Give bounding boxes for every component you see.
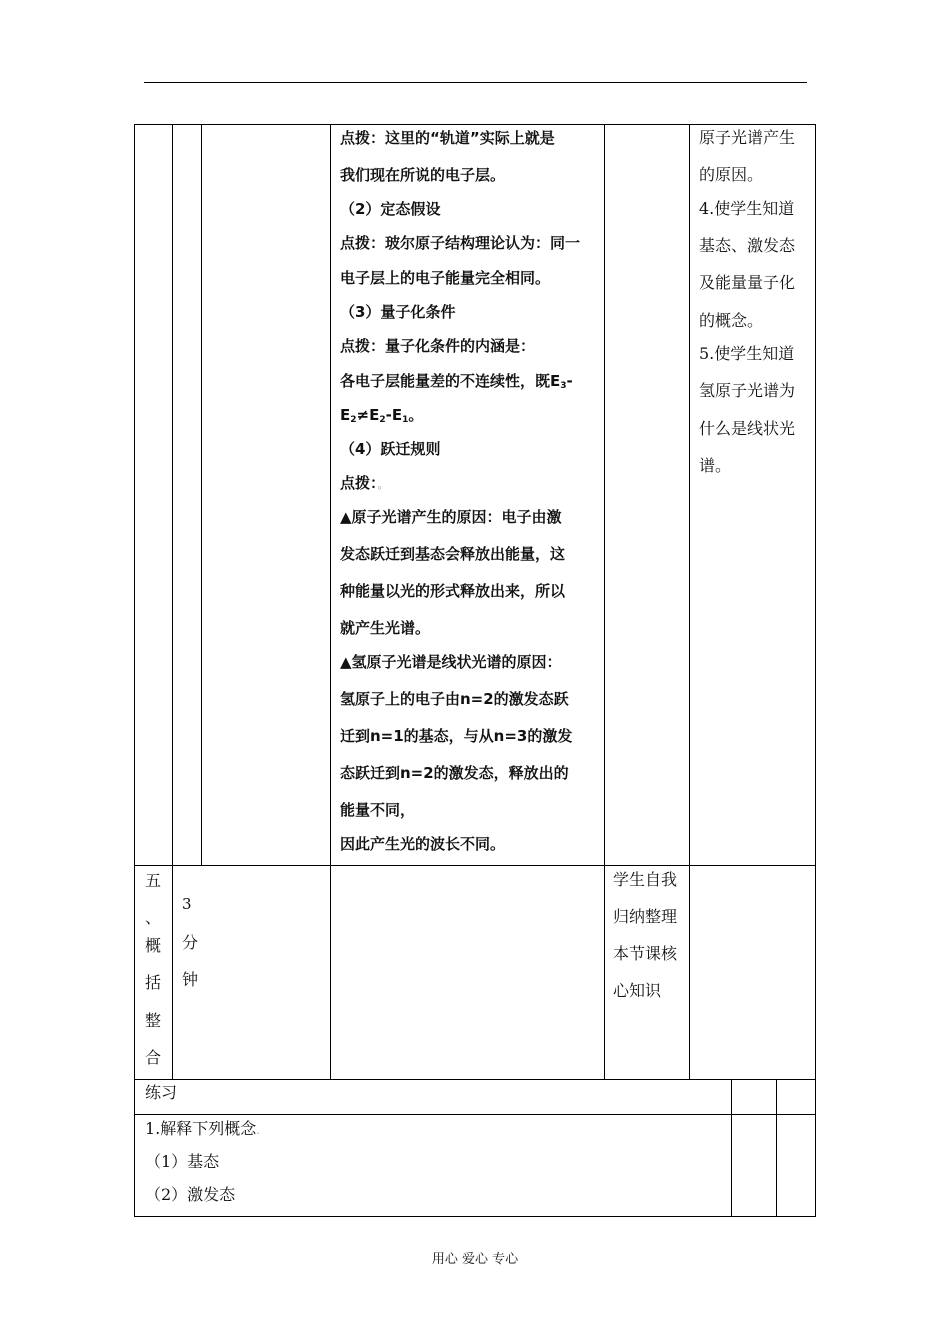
goal-line: 基态、激发态 xyxy=(699,236,796,255)
goal-line: 氢原子光谱为 xyxy=(699,381,796,400)
activity-line: 学生自我 xyxy=(613,870,678,889)
goal-line: 5.使学生知道 xyxy=(699,344,795,363)
content-line: 点拨：。 xyxy=(340,474,389,492)
duration-char: 3 xyxy=(182,895,192,913)
content-line: （3）量子化条件 xyxy=(340,303,456,321)
content-line: 迁到n=1的基态，与从n=3的激发 xyxy=(340,727,573,745)
content-line: ▲原子光谱产生的原因：电子由激 xyxy=(340,508,562,526)
content-line: 因此产生光的波长不同。 xyxy=(340,835,506,853)
activity-line: 心知识 xyxy=(613,981,662,1000)
section-label-char: 五 xyxy=(145,871,162,890)
content-line: 点拨：玻尔原子结构理论认为：同一 xyxy=(340,234,581,252)
content-line: 能量不同， xyxy=(340,801,416,819)
formula-line: $E_2\ne E_2-E_1$。 xyxy=(340,406,424,425)
section-label-char: 合 xyxy=(145,1048,162,1067)
activity-line: 本节课核 xyxy=(613,944,678,963)
goal-line: 原子光谱产生 xyxy=(699,128,796,147)
content-line: 就产生光谱。 xyxy=(340,619,431,637)
section-label-char: 括 xyxy=(145,973,162,992)
goal-line: 及能量量子化 xyxy=(699,273,796,292)
exercise-line: 1.解释下列概念. xyxy=(145,1119,260,1138)
goal-line: 的概念。 xyxy=(699,311,764,330)
content-line: 种能量以光的形式释放出来，所以 xyxy=(340,582,566,600)
formula-line: 各电子层能量差的不连续性，既$E_3-$ xyxy=(340,372,573,391)
content-line: （2）定态假设 xyxy=(340,200,441,218)
content-line: 态跃迁到n=2的激发态，释放出的 xyxy=(340,764,569,782)
content-line: 我们现在所说的电子层。 xyxy=(340,166,506,184)
practice-label: 练习 xyxy=(145,1083,178,1102)
exercise-line: （2）激发态 xyxy=(145,1185,236,1204)
content-line: 点拨：量子化条件的内涵是： xyxy=(340,337,536,355)
section-label-char: 概 xyxy=(145,936,162,955)
content-line: （4）跃迁规则 xyxy=(340,440,441,458)
activity-line: 归纳整理 xyxy=(613,907,678,926)
goal-line: 什么是线状光 xyxy=(699,419,796,438)
goal-line: 谱。 xyxy=(699,456,732,475)
content-line: 点拨：这里的“轨道”实际上就是 xyxy=(340,129,555,147)
content-line: 氢原子上的电子由n=2的激发态跃 xyxy=(340,690,569,708)
content-line: ▲氢原子光谱是线状光谱的原因： xyxy=(340,653,562,671)
goal-line: 的原因。 xyxy=(699,165,764,184)
content-line: 发态跃迁到基态会释放出能量，这 xyxy=(340,545,566,563)
section-label-char: 整 xyxy=(145,1011,162,1030)
content-line: 电子层上的电子能量完全相同。 xyxy=(340,269,551,287)
section-label-char: 、 xyxy=(145,908,162,927)
duration-char: 分 xyxy=(182,933,199,952)
exercise-line: （1）基态 xyxy=(145,1152,220,1171)
page-footer: 用心 爱心 专心 xyxy=(431,1252,519,1267)
duration-char: 钟 xyxy=(182,970,199,989)
goal-line: 4.使学生知道 xyxy=(699,199,795,218)
header-rule xyxy=(144,82,807,83)
